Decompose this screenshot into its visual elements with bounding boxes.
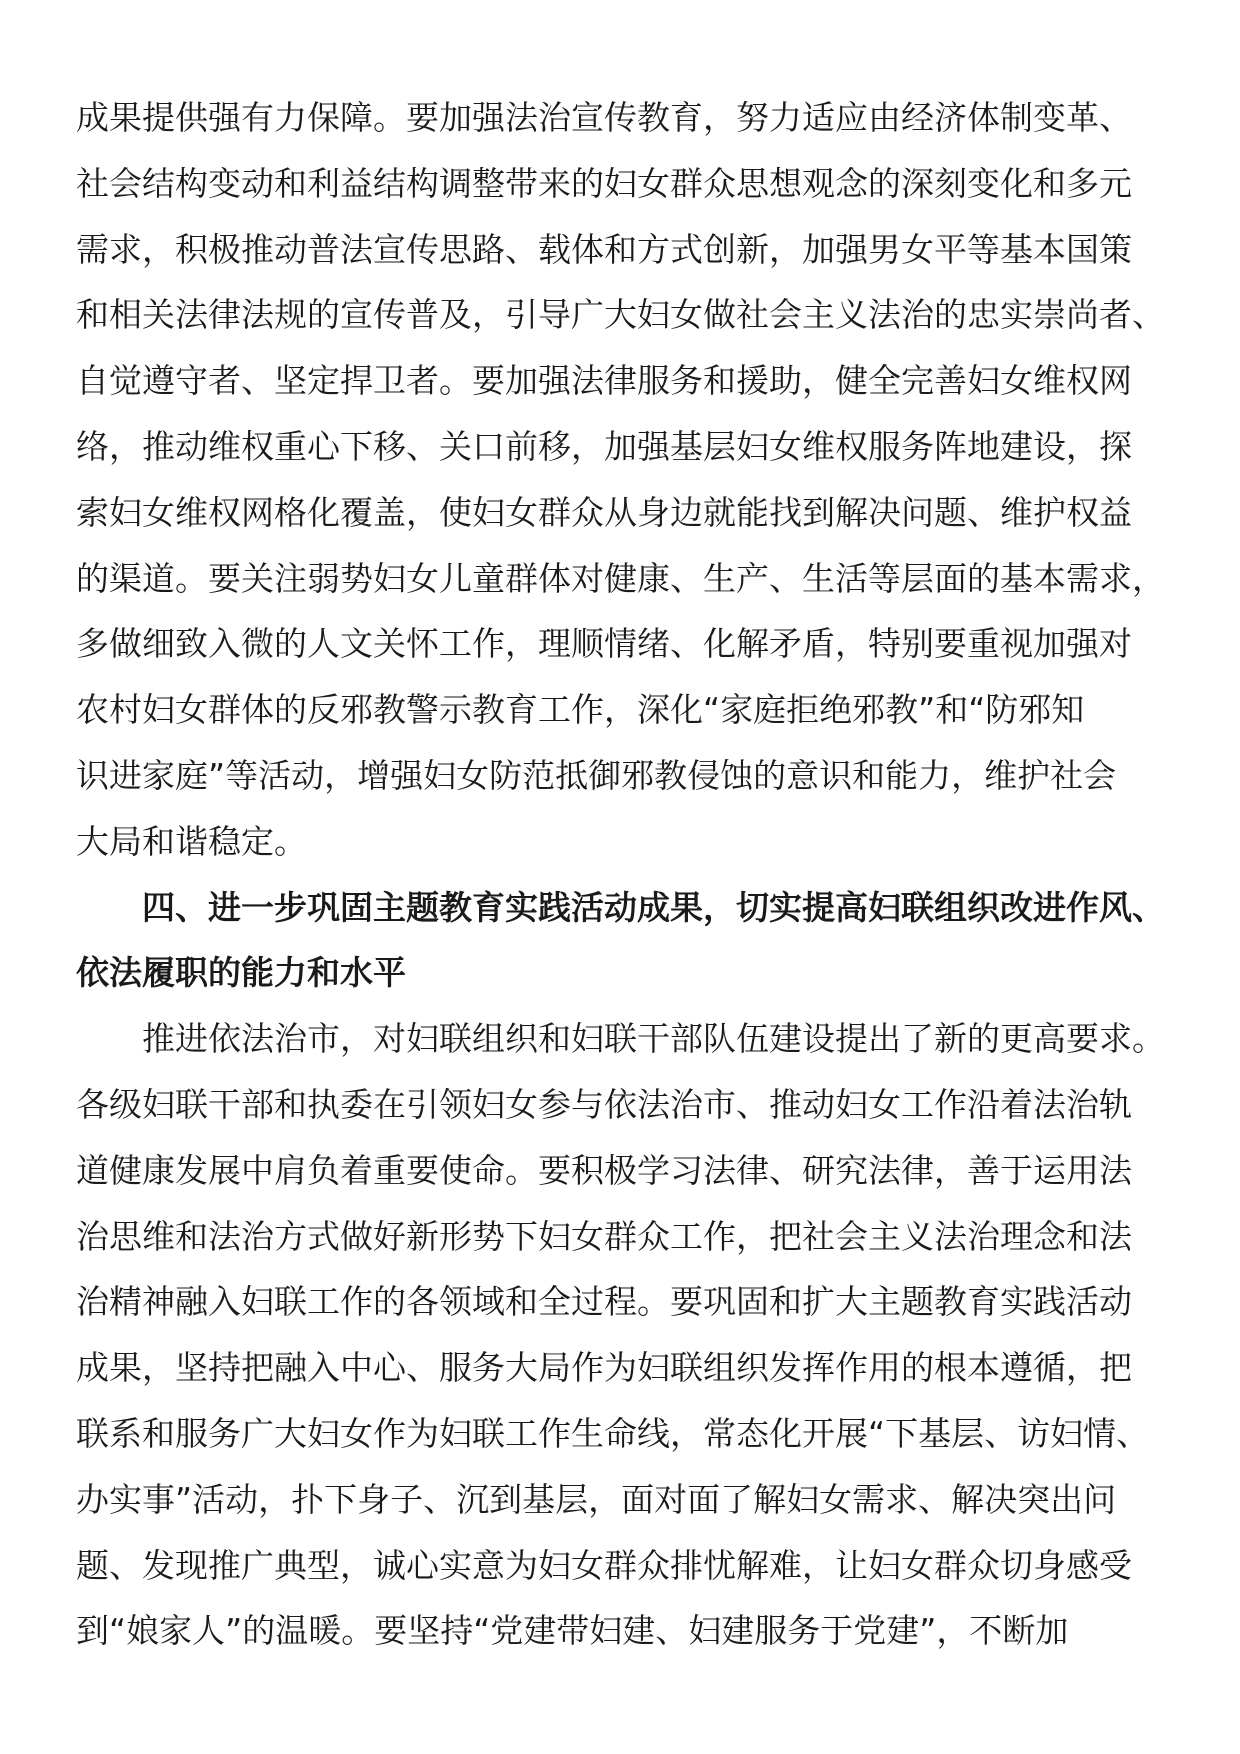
text-line: 多做细致入微的人文关怀工作，理顺情绪、化解矛盾，特别要重视加强对 (76, 624, 1132, 664)
text-line: 自觉遵守者、坚定捍卫者。要加强法律服务和援助，健全完善妇女维权网 (76, 361, 1132, 401)
text-line: 识进家庭”等活动，增强妇女防范抵御邪教侵蚀的意识和能力，维护社会 (76, 755, 1117, 795)
section-heading: 依法履职的能力和水平 (76, 953, 406, 993)
text-line: 索妇女维权网格化覆盖，使妇女群众从身边就能找到解决问题、维护权益 (76, 492, 1132, 532)
text-line: 农村妇女群体的反邪教警示教育工作，深化“家庭拒绝邪教”和“防邪知 (76, 690, 1085, 730)
text-line: 到“娘家人”的温暖。要坚持“党建带妇建、妇建服务于党建”，不断加 (76, 1611, 1069, 1651)
text-line: 联系和服务广大妇女作为妇联工作生命线，常态化开展“下基层、访妇情、 (76, 1413, 1150, 1453)
text-line: 成果，坚持把融入中心、服务大局作为妇联组织发挥作用的根本遵循，把 (76, 1348, 1132, 1388)
text-line: 大局和谐稳定。 (76, 821, 307, 861)
body-text (76, 85, 1171, 1664)
text-line: 治精神融入妇联工作的各领域和全过程。要巩固和扩大主题教育实践活动 (76, 1282, 1132, 1322)
text-line: 治思维和法治方式做好新形势下妇女群众工作，把社会主义法治理念和法 (76, 1216, 1132, 1256)
text-line: 的渠道。要关注弱势妇女儿童群体对健康、生产、生活等层面的基本需求， (76, 558, 1165, 598)
text-line: 各级妇联干部和执委在引领妇女参与依法治市、推动妇女工作沿着法治轨 (76, 1084, 1132, 1124)
text-line: 成果提供强有力保障。要加强法治宣传教育，努力适应由经济体制变革、 (76, 98, 1132, 137)
text-line: 道健康发展中肩负着重要使命。要积极学习法律、研究法律，善于运用法 (76, 1150, 1132, 1190)
text-line: 和相关法律法规的宣传普及，引导广大妇女做社会主义法治的忠实崇尚者、 (76, 295, 1165, 335)
text-line: 社会结构变动和利益结构调整带来的妇女群众思想观念的深刻变化和多元 (76, 163, 1132, 203)
text-line: 需求，积极推动普法宣传思路、载体和方式创新，加强男女平等基本国策 (76, 229, 1132, 269)
text-line: 办实事”活动，扑下身子、沉到基层，面对面了解妇女需求、解决突出问 (76, 1479, 1117, 1519)
section-heading: 四、进一步巩固主题教育实践活动成果，切实提高妇联组织改进作风、 (142, 887, 1165, 927)
text-line: 题、发现推广典型，诚心实意为妇女群众排忧解难，让妇女群众切身感受 (76, 1545, 1132, 1585)
text-line: 络，推动维权重心下移、关口前移，加强基层妇女维权服务阵地建设，探 (76, 426, 1132, 466)
text-line: 推进依法治市，对妇联组织和妇联干部队伍建设提出了新的更高要求。 (142, 1019, 1165, 1059)
